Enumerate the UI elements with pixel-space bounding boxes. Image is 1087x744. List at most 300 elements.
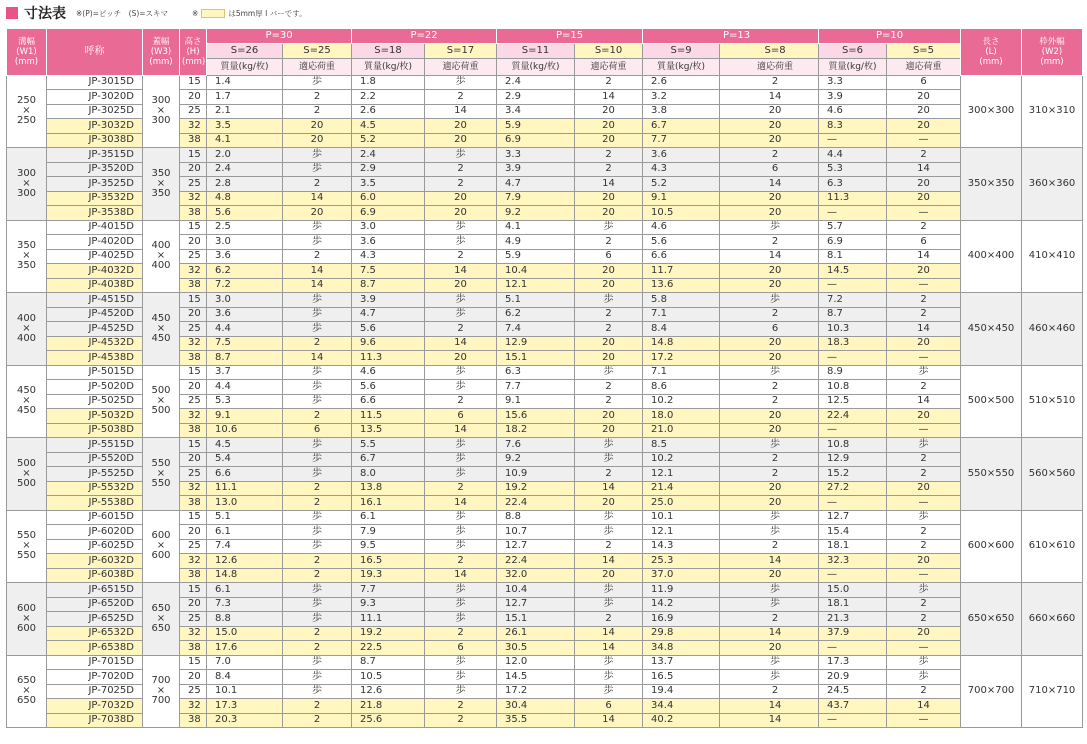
load-cell: 2 [425, 322, 497, 337]
weight-cell: 12.5 [819, 394, 887, 409]
height-cell: 32 [180, 119, 207, 134]
weight-cell: 9.2 [497, 206, 575, 221]
weight-cell: 3.6 [207, 249, 283, 264]
load-cell: 14 [425, 423, 497, 438]
model-name-cell: JP-3025D [47, 104, 143, 119]
weight-cell: 34.4 [643, 699, 720, 714]
load-cell: 2 [887, 307, 961, 322]
load-cell: 14 [720, 90, 831, 105]
cover-width-cell: 300 × 300 [143, 75, 180, 148]
weight-cell: 13.5 [352, 423, 425, 438]
table-row [7, 235, 831, 250]
table-row [7, 467, 831, 482]
load-cell: 20 [720, 568, 831, 583]
load-cell: 歩 [425, 670, 497, 685]
weight-cell: 5.3 [207, 394, 283, 409]
weight-cell: 10.7 [497, 525, 575, 540]
table-row [7, 293, 831, 308]
model-name-cell: JP-6520D [47, 597, 143, 612]
load-cell: 2 [425, 699, 497, 714]
load-cell: 14 [720, 713, 831, 728]
load-cell: 2 [283, 104, 352, 119]
table-row [7, 75, 831, 90]
weight-cell: — [819, 496, 887, 511]
load-cell: 14 [887, 249, 961, 264]
load-cell: 歩 [425, 597, 497, 612]
weight-cell: 2.6 [352, 104, 425, 119]
model-name-cell: JP-6515D [47, 583, 143, 598]
model-name-cell: JP-6025D [47, 539, 143, 554]
load-cell: 6 [720, 322, 831, 337]
weight-cell: 5.1 [497, 293, 575, 308]
load-header: 適応荷重 [283, 58, 352, 75]
load-cell: 2 [425, 554, 497, 569]
weight-cell: 5.5 [352, 438, 425, 453]
table-row [7, 380, 831, 395]
trench-width-cell: 400 × 400 [7, 293, 47, 366]
gap-header: S=9 [643, 43, 720, 58]
table-row [819, 148, 1083, 163]
load-cell: 14 [425, 336, 497, 351]
weight-cell: 3.7 [207, 365, 283, 380]
load-cell: 2 [720, 539, 831, 554]
weight-cell: 8.5 [643, 438, 720, 453]
model-name-cell: JP-3015D [47, 75, 143, 90]
length-cell: 400×400 [961, 220, 1022, 293]
weight-cell: 4.7 [352, 307, 425, 322]
load-cell: 20 [575, 496, 643, 511]
load-cell: 歩 [575, 438, 643, 453]
load-cell: 6 [575, 699, 643, 714]
weight-cell: 4.9 [497, 235, 575, 250]
weight-cell: 18.1 [819, 539, 887, 554]
weight-cell: 7.7 [497, 380, 575, 395]
load-cell: 14 [887, 699, 961, 714]
weight-cell: 2.8 [207, 177, 283, 192]
weight-cell: 6.6 [643, 249, 720, 264]
load-cell: 歩 [283, 583, 352, 598]
weight-cell: 2.4 [497, 75, 575, 90]
weight-cell: 13.0 [207, 496, 283, 511]
load-cell: 2 [425, 394, 497, 409]
height-cell: 20 [180, 670, 207, 685]
load-cell: — [887, 278, 961, 293]
height-cell: 15 [180, 148, 207, 163]
load-cell: 2 [283, 699, 352, 714]
trench-width-cell: 450 × 450 [7, 365, 47, 438]
table-row [7, 409, 831, 424]
load-cell: 歩 [887, 365, 961, 380]
load-cell: 2 [720, 307, 831, 322]
outer-width-cell: 460×460 [1022, 293, 1083, 366]
weight-cell: 22.4 [497, 554, 575, 569]
legend-note: ※(P)=ピッチ (S)=スキマ [76, 8, 169, 18]
load-cell: 6 [887, 75, 961, 90]
load-cell: 歩 [887, 655, 961, 670]
height-cell: 38 [180, 641, 207, 656]
table-row [7, 206, 831, 221]
weight-cell: — [819, 278, 887, 293]
length-cell: 600×600 [961, 510, 1022, 583]
cover-width-cell: 650 × 650 [143, 583, 180, 656]
height-cell: 32 [180, 481, 207, 496]
table-row [7, 684, 831, 699]
table-row [7, 612, 831, 627]
load-cell: 歩 [887, 670, 961, 685]
load-cell: 2 [425, 713, 497, 728]
load-cell: 歩 [283, 162, 352, 177]
weight-cell: 1.4 [207, 75, 283, 90]
load-cell: 2 [425, 626, 497, 641]
pitch-header: P=30 [207, 29, 352, 44]
weight-cell: 7.7 [352, 583, 425, 598]
weight-cell: 10.5 [352, 670, 425, 685]
legend-note-swatch [192, 8, 307, 19]
weight-cell: 7.0 [207, 655, 283, 670]
load-cell: 歩 [720, 510, 831, 525]
load-cell: 歩 [575, 597, 643, 612]
load-cell: 20 [425, 278, 497, 293]
load-cell: 2 [887, 467, 961, 482]
model-name-cell: JP-3515D [47, 148, 143, 163]
load-cell: 歩 [575, 655, 643, 670]
gap-header: S=5 [887, 43, 961, 58]
load-cell: 歩 [425, 220, 497, 235]
load-cell: 2 [283, 177, 352, 192]
table-row [7, 496, 831, 511]
load-cell: 14 [425, 104, 497, 119]
weight-cell: 3.8 [643, 104, 720, 119]
load-header: 適応荷重 [720, 58, 831, 75]
weight-cell: 12.6 [207, 554, 283, 569]
outer-width-cell: 360×360 [1022, 148, 1083, 221]
model-name-cell: JP-5525D [47, 467, 143, 482]
table-row [819, 75, 1083, 90]
load-cell: 2 [425, 481, 497, 496]
weight-cell: 16.5 [352, 554, 425, 569]
weight-cell: 15.0 [819, 583, 887, 598]
load-cell: 14 [575, 626, 643, 641]
load-cell: 歩 [425, 510, 497, 525]
weight-cell: 4.1 [497, 220, 575, 235]
load-cell: 2 [887, 684, 961, 699]
load-cell: 20 [575, 206, 643, 221]
weight-header: 質量(kg/枚) [497, 58, 575, 75]
weight-cell: 3.9 [819, 90, 887, 105]
height-cell: 32 [180, 554, 207, 569]
table-row [7, 452, 831, 467]
spec-table-main [6, 28, 831, 728]
height-cell: 20 [180, 452, 207, 467]
weight-cell: — [819, 133, 887, 148]
load-cell: 2 [283, 481, 352, 496]
load-cell: 2 [720, 612, 831, 627]
weight-cell: 18.3 [819, 336, 887, 351]
load-cell: 2 [425, 162, 497, 177]
load-cell: 20 [575, 409, 643, 424]
weight-cell: 15.2 [819, 467, 887, 482]
load-cell: 歩 [425, 365, 497, 380]
table-row [7, 670, 831, 685]
weight-cell: 2.5 [207, 220, 283, 235]
weight-cell: 15.4 [819, 525, 887, 540]
load-cell: 歩 [887, 583, 961, 598]
load-cell: 歩 [283, 684, 352, 699]
weight-cell: 5.3 [819, 162, 887, 177]
load-cell: 歩 [283, 307, 352, 322]
weight-cell: 5.6 [643, 235, 720, 250]
cover-width-cell: 500 × 500 [143, 365, 180, 438]
col-w3-header: 蓋幅 (W3) (mm) [143, 29, 180, 76]
load-cell: 20 [283, 119, 352, 134]
load-cell: 歩 [283, 75, 352, 90]
load-cell: 2 [720, 394, 831, 409]
load-cell: 歩 [720, 583, 831, 598]
weight-cell: 12.1 [643, 467, 720, 482]
table-row [7, 264, 831, 279]
height-cell: 15 [180, 293, 207, 308]
model-name-cell: JP-4038D [47, 278, 143, 293]
weight-cell: 10.2 [643, 452, 720, 467]
load-cell: 14 [575, 177, 643, 192]
weight-cell: 6.7 [352, 452, 425, 467]
weight-cell: 12.9 [497, 336, 575, 351]
weight-cell: 35.5 [497, 713, 575, 728]
load-cell: 歩 [425, 293, 497, 308]
height-cell: 32 [180, 336, 207, 351]
weight-cell: 1.7 [207, 90, 283, 105]
weight-cell: 4.6 [352, 365, 425, 380]
load-cell: 歩 [425, 539, 497, 554]
weight-cell: 3.9 [352, 293, 425, 308]
weight-cell: 7.1 [643, 307, 720, 322]
load-cell: — [887, 423, 961, 438]
model-name-cell: JP-5025D [47, 394, 143, 409]
weight-cell: 10.4 [497, 264, 575, 279]
height-cell: 38 [180, 496, 207, 511]
height-cell: 20 [180, 162, 207, 177]
load-cell: 20 [720, 423, 831, 438]
weight-cell: 21.0 [643, 423, 720, 438]
height-cell: 38 [180, 713, 207, 728]
load-cell: 歩 [575, 452, 643, 467]
length-cell: 450×450 [961, 293, 1022, 366]
load-cell: 歩 [283, 438, 352, 453]
model-name-cell: JP-5038D [47, 423, 143, 438]
weight-cell: 10.6 [207, 423, 283, 438]
weight-cell: 8.8 [497, 510, 575, 525]
load-cell: 2 [575, 322, 643, 337]
weight-cell: 2.6 [643, 75, 720, 90]
weight-cell: 3.6 [207, 307, 283, 322]
weight-cell: 2.0 [207, 148, 283, 163]
load-cell: 歩 [425, 380, 497, 395]
model-name-cell: JP-7032D [47, 699, 143, 714]
table-row [7, 438, 831, 453]
load-cell: 14 [575, 554, 643, 569]
weight-cell: 4.8 [207, 191, 283, 206]
weight-cell: 4.4 [207, 322, 283, 337]
trench-width-cell: 350 × 350 [7, 220, 47, 293]
weight-cell: 25.0 [643, 496, 720, 511]
table-row [7, 90, 831, 105]
load-cell: 14 [425, 496, 497, 511]
weight-cell: — [819, 351, 887, 366]
load-cell: 2 [283, 496, 352, 511]
weight-cell: 19.4 [643, 684, 720, 699]
weight-cell: 14.8 [643, 336, 720, 351]
model-name-cell: JP-3032D [47, 119, 143, 134]
weight-cell: 6.3 [497, 365, 575, 380]
weight-cell: 30.4 [497, 699, 575, 714]
weight-cell: 15.1 [497, 351, 575, 366]
load-cell: 歩 [283, 597, 352, 612]
weight-cell: 10.4 [497, 583, 575, 598]
pitch-header: P=15 [497, 29, 643, 44]
weight-cell: 16.5 [643, 670, 720, 685]
weight-cell: 2.1 [207, 104, 283, 119]
col-w1-header: 溝幅 (W1) (mm) [7, 29, 47, 76]
table-row [7, 655, 831, 670]
gap-header: S=25 [283, 43, 352, 58]
model-name-cell: JP-4525D [47, 322, 143, 337]
load-cell: 歩 [283, 670, 352, 685]
load-cell: 歩 [425, 307, 497, 322]
weight-cell: 19.2 [352, 626, 425, 641]
weight-cell: 20.9 [819, 670, 887, 685]
length-cell: 550×550 [961, 438, 1022, 511]
weight-cell: 20.3 [207, 713, 283, 728]
weight-cell: 10.8 [819, 380, 887, 395]
weight-cell: 21.3 [819, 612, 887, 627]
model-name-cell: JP-3020D [47, 90, 143, 105]
weight-cell: 8.6 [643, 380, 720, 395]
gap-header: S=10 [575, 43, 643, 58]
load-cell: 2 [283, 409, 352, 424]
weight-cell: 10.8 [819, 438, 887, 453]
load-cell: 2 [720, 380, 831, 395]
gap-header: S=8 [720, 43, 831, 58]
load-cell: 20 [575, 278, 643, 293]
weight-header: 質量(kg/枚) [207, 58, 283, 75]
spec-table-side [818, 28, 1083, 728]
model-name-cell: JP-6038D [47, 568, 143, 583]
height-cell: 20 [180, 235, 207, 250]
model-name-cell: JP-7038D [47, 713, 143, 728]
weight-cell: 17.2 [497, 684, 575, 699]
outer-width-cell: 560×560 [1022, 438, 1083, 511]
model-name-cell: JP-7020D [47, 670, 143, 685]
load-cell: 2 [575, 380, 643, 395]
load-cell: 20 [425, 191, 497, 206]
weight-cell: 14.5 [497, 670, 575, 685]
weight-cell: 11.3 [819, 191, 887, 206]
load-cell: 2 [575, 467, 643, 482]
load-cell: 歩 [283, 467, 352, 482]
load-cell: 20 [720, 641, 831, 656]
load-cell: 20 [887, 119, 961, 134]
weight-cell: 32.3 [819, 554, 887, 569]
weight-cell: 7.9 [352, 525, 425, 540]
outer-width-cell: 410×410 [1022, 220, 1083, 293]
weight-cell: 43.7 [819, 699, 887, 714]
weight-cell: 3.3 [497, 148, 575, 163]
table-row [819, 438, 1083, 453]
load-cell: 2 [283, 336, 352, 351]
table-row [7, 597, 831, 612]
weight-cell: 10.3 [819, 322, 887, 337]
weight-cell: 10.5 [643, 206, 720, 221]
weight-cell: 37.0 [643, 568, 720, 583]
load-cell: 2 [887, 612, 961, 627]
model-name-cell: JP-5532D [47, 481, 143, 496]
table-row [819, 365, 1083, 380]
load-cell: 2 [887, 148, 961, 163]
weight-cell: 3.5 [352, 177, 425, 192]
table-row [7, 220, 831, 235]
outer-width-cell: 660×660 [1022, 583, 1083, 656]
height-cell: 20 [180, 525, 207, 540]
load-cell: 2 [887, 380, 961, 395]
table-row [7, 394, 831, 409]
weight-cell: 8.0 [352, 467, 425, 482]
model-name-cell: JP-3520D [47, 162, 143, 177]
load-cell: 2 [283, 90, 352, 105]
weight-cell: 9.2 [497, 452, 575, 467]
table-row [7, 278, 831, 293]
weight-cell: 21.4 [643, 481, 720, 496]
weight-cell: 17.3 [819, 655, 887, 670]
load-cell: 2 [283, 568, 352, 583]
cover-width-cell: 400 × 400 [143, 220, 180, 293]
weight-cell: 5.9 [497, 249, 575, 264]
height-cell: 25 [180, 467, 207, 482]
weight-cell: 6.6 [207, 467, 283, 482]
load-cell: 20 [720, 119, 831, 134]
title-bar [6, 4, 307, 22]
trench-width-cell: 250 × 250 [7, 75, 47, 148]
weight-cell: 2.2 [352, 90, 425, 105]
weight-cell: 3.0 [207, 293, 283, 308]
load-cell: 20 [575, 133, 643, 148]
load-cell: 2 [720, 235, 831, 250]
weight-cell: 7.2 [207, 278, 283, 293]
weight-cell: 5.6 [207, 206, 283, 221]
load-cell: 14 [575, 90, 643, 105]
weight-cell: 9.1 [207, 409, 283, 424]
weight-cell: 26.1 [497, 626, 575, 641]
height-cell: 15 [180, 438, 207, 453]
load-cell: 14 [720, 249, 831, 264]
load-cell: 6 [887, 235, 961, 250]
height-cell: 25 [180, 177, 207, 192]
weight-cell: 9.3 [352, 597, 425, 612]
height-cell: 15 [180, 220, 207, 235]
weight-cell: 4.4 [819, 148, 887, 163]
load-cell: 歩 [575, 525, 643, 540]
model-name-cell: JP-7015D [47, 655, 143, 670]
weight-cell: 12.9 [819, 452, 887, 467]
weight-cell: — [819, 641, 887, 656]
model-name-cell: JP-3038D [47, 133, 143, 148]
load-cell: 歩 [425, 75, 497, 90]
table-row [7, 148, 831, 163]
load-cell: 20 [575, 191, 643, 206]
load-cell: 歩 [425, 583, 497, 598]
trench-width-cell: 500 × 500 [7, 438, 47, 511]
load-cell: 歩 [720, 293, 831, 308]
weight-cell: 4.1 [207, 133, 283, 148]
